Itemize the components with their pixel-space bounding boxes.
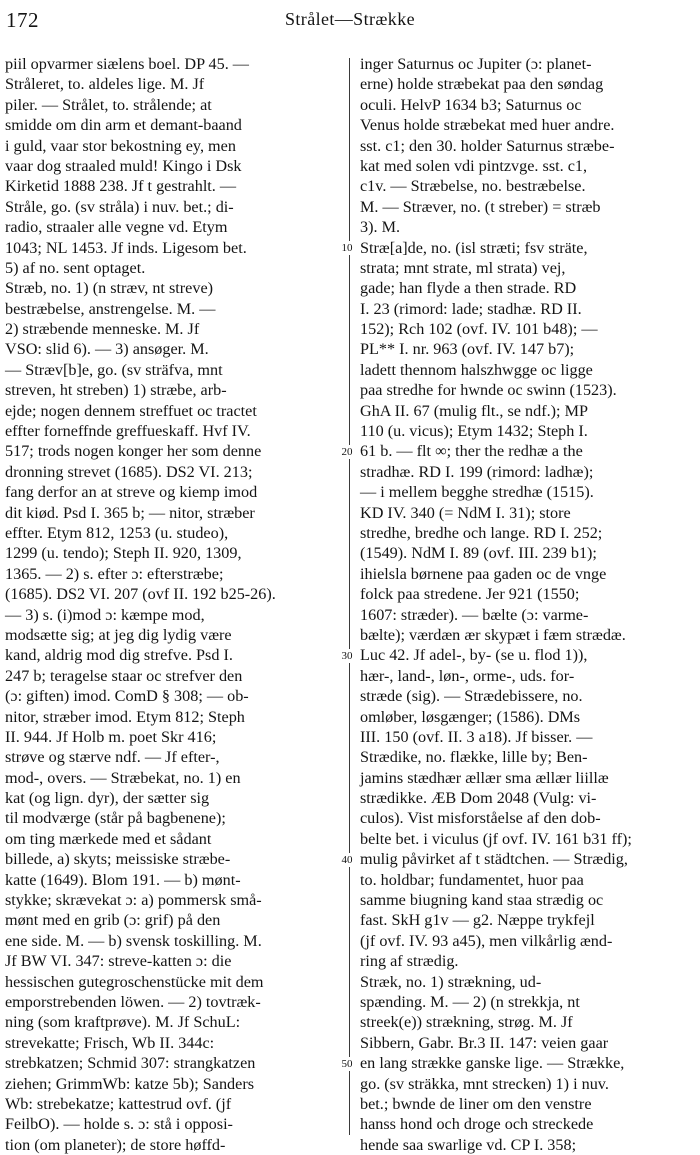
- right-column-line: erne) holde stræbekat paa den søndag: [360, 75, 604, 94]
- left-column-line: — Stræv[b]e, go. (sv sträfva, mnt: [5, 360, 223, 379]
- right-column-line: Venus holde stræbekat med huer andre.: [360, 116, 615, 135]
- left-column-line: kand, aldrig mod dig strefve. Psd I.: [5, 646, 233, 665]
- right-column-line: to. holdbar; fundamentet, huor paa: [360, 870, 584, 889]
- right-column-line: spænding. M. — 2) (n strekkja, nt: [360, 992, 580, 1011]
- right-column-line: KD IV. 340 (= NdM I. 31); store: [360, 503, 571, 522]
- left-column-line: ene side. M. — b) svensk toskilling. M.: [5, 931, 262, 950]
- left-column-line: II. 944. Jf Holb m. poet Skr 416;: [5, 727, 217, 746]
- left-column-line: effter. Etym 812, 1253 (u. studeo),: [5, 523, 229, 542]
- left-column-line: strebkatzen; Schmid 307: strangkatzen: [5, 1054, 256, 1073]
- right-column-line: Stræk, no. 1) strækning, ud-: [360, 972, 542, 991]
- left-column-line: Wb: strebekatze; kattestrud ovf. (jf: [5, 1094, 232, 1113]
- running-head: Strålet—Strække: [285, 9, 415, 29]
- right-column-line: belte bet. i viculus (jf ovf. IV. 161 b31 ff);: [360, 829, 632, 848]
- left-column-line: dronning strevet (1685). DS2 VI. 213;: [5, 462, 253, 481]
- right-column-line: strata; mnt strate, ml strata) vej,: [360, 258, 566, 277]
- right-column-line: oculi. HelvP 1634 b3; Saturnus oc: [360, 95, 582, 114]
- line-number-marker: 20: [336, 445, 358, 459]
- left-column-line: mønt med en grib (ɔ: grif) på den: [5, 911, 221, 930]
- left-column-line: billede, a) skyts; meissiske stræbe-: [5, 850, 231, 869]
- right-column-line: folck paa stredene. Jer 921 (1550;: [360, 585, 580, 604]
- left-column-line: mod-, overs. — Stræbekat, no. 1) en: [5, 768, 241, 787]
- right-column-line: 61 b. — flt ∞; ther the redhæ a the: [360, 442, 583, 461]
- right-column-line: GhA II. 67 (mulig flt., se ndf.); MP: [360, 401, 588, 420]
- left-column-line: (ɔ: giften) imod. ComD § 308; — ob-: [5, 687, 249, 706]
- line-number-marker: 30: [336, 649, 358, 663]
- right-column-line: — i mellem begghe stredhæ (1515).: [360, 483, 594, 502]
- line-number-marker: 10: [336, 241, 358, 255]
- right-column-line: 3). M.: [360, 218, 401, 237]
- left-column: [5, 54, 340, 1154]
- right-column-line: Sibbern, Gabr. Br.3 II. 147: veien gaar: [360, 1033, 609, 1052]
- right-column-line: III. 150 (ovf. II. 3 a18). Jf bisser. —: [360, 727, 593, 746]
- right-column-line: bælte); værdæn ær skypæt i fæm strædæ.: [360, 625, 626, 644]
- right-column-line: hanss hond och droge och streckede: [360, 1115, 594, 1134]
- right-column-line: c1v. — Stræbelse, no. bestræbelse.: [360, 177, 586, 196]
- left-column-line: Jf BW VI. 347: streve-katten ɔ: die: [5, 952, 232, 971]
- left-column-line: hessischen gutegroschenstücke mit dem: [5, 972, 264, 991]
- left-column-line: 2) stræbende menneske. M. Jf: [5, 320, 200, 339]
- right-column-line: jamins stædhær ællær sma ællær liillæ: [360, 768, 609, 787]
- right-column-line: (jf ovf. IV. 93 a45), men vilkårlig ænd-: [360, 931, 613, 950]
- left-column-line: 517; trods nogen konger her som denne: [5, 442, 262, 461]
- left-column-line: Stråle, go. (sv stråla) i nuv. bet.; di-: [5, 197, 234, 216]
- left-column-line: vaar dog straaled muld! Kingo i Dsk: [5, 156, 242, 175]
- right-column-line: (1549). NdM I. 89 (ovf. III. 239 b1);: [360, 544, 597, 563]
- right-column-line: 110 (u. vicus); Etym 1432; Steph I.: [360, 422, 588, 441]
- page-number: 172: [6, 8, 39, 32]
- left-column-line: 5) af no. sent optaget.: [5, 258, 146, 277]
- right-column-line: ring af strædig.: [360, 952, 459, 971]
- right-column-line: samme biugning kand staa strædig oc: [360, 891, 604, 910]
- right-column-line: hær-, land-, løn-, orme-, uds. for-: [360, 666, 575, 685]
- right-column-line: gade; han flyde a then strade. RD: [360, 279, 577, 298]
- right-column-line: kat med solen vdi pintzvge. sst. c1,: [360, 156, 588, 175]
- right-column-line: culos). Vist misforståelse af den dob-: [360, 809, 601, 828]
- left-column-line: smidde om din arm et demant-baand: [5, 116, 242, 135]
- right-column-line: fast. SkH g1v — g2. Næppe trykfejl: [360, 911, 595, 930]
- right-column-line: en lang strække ganske lige. — Strække,: [360, 1054, 625, 1073]
- left-column-line: 247 b; teragelse staar oc strefver den: [5, 666, 243, 685]
- left-column-line: ning (som kraftprøve). M. Jf SchuL:: [5, 1013, 241, 1032]
- right-column-line: PL** I. nr. 963 (ovf. IV. 147 b7);: [360, 340, 575, 359]
- left-column-line: til modværge (står på bagbenene);: [5, 809, 226, 828]
- right-column-line: paa stredhe for hwnde oc swinn (1523).: [360, 381, 617, 400]
- left-column-line: nitor, stræber imod. Etym 812; Steph: [5, 707, 245, 726]
- right-column-line: go. (sv sträkka, mnt strecken) 1) i nuv.: [360, 1074, 609, 1093]
- left-column-line: bestræbelse, anstrengelse. M. —: [5, 299, 216, 318]
- line-number-marker: 40: [336, 853, 358, 867]
- right-column-line: bet.; bwnde de liner om den venstre: [360, 1094, 592, 1113]
- right-column-line: streek(e)) strækning, strøg. M. Jf: [360, 1013, 573, 1032]
- right-column-line: 1607: stræder). — bælte (ɔ: varme-: [360, 605, 589, 624]
- left-column-line: VSO: slid 6). — 3) ansøger. M.: [5, 340, 209, 359]
- right-column-line: sst. c1; den 30. holder Saturnus stræbe-: [360, 136, 615, 155]
- left-column-line: streven, ht streben) 1) stræbe, arb-: [5, 381, 227, 400]
- right-column-line: mulig påvirket af t städtchen. — Strædig,: [360, 850, 628, 869]
- right-column-line: Strædike, no. flække, lille by; Ben-: [360, 748, 588, 767]
- right-column-line: I. 23 (rimord: lade; stadhæ. RD II.: [360, 299, 582, 318]
- right-column-line: omløber, løsgænger; (1586). DMs: [360, 707, 581, 726]
- left-column-line: fang derfor an at streve og kiemp imod: [5, 483, 258, 502]
- left-column-line: Stråleret, to. aldeles lige. M. Jf: [5, 75, 205, 94]
- left-column-line: dit kiød. Psd I. 365 b; — nitor, stræber: [5, 503, 255, 522]
- left-column-line: om ting mærkede med et sådant: [5, 829, 212, 848]
- right-column-line: M. — Stræver, no. (t streber) = stræb: [360, 197, 601, 216]
- left-column-line: — 3) s. (i)mod ɔ: kæmpe mod,: [5, 605, 205, 624]
- left-column-line: 1043; NL 1453. Jf inds. Ligesom bet.: [5, 238, 247, 257]
- left-column-line: (1685). DS2 VI. 207 (ovf II. 192 b25-26).: [5, 585, 276, 604]
- left-column-line: piler. — Strålet, to. strålende; at: [5, 95, 212, 114]
- right-column-line: stredhe, bredhe och lange. RD I. 252;: [360, 523, 603, 542]
- left-column-line: kat (og lign. dyr), der sætter sig: [5, 789, 210, 808]
- right-column-line: ladett thennom halszhwgge oc ligge: [360, 360, 593, 379]
- right-column-line: inger Saturnus oc Jupiter (ɔ: planet-: [360, 55, 592, 73]
- right-column-line: stræde (sig). — Strædebissere, no.: [360, 687, 583, 706]
- right-column: [360, 54, 698, 1154]
- left-column-line: ziehen; GrimmWb: katze 5b); Sanders: [5, 1074, 255, 1093]
- left-column-line: i guld, vaar stor bekostning ey, men: [5, 136, 236, 155]
- left-column-line: Kirketid 1888 238. Jf t gestrahlt. —: [5, 177, 237, 196]
- left-column-line: strøve og stærve ndf. — Jf efter-,: [5, 748, 220, 767]
- left-column-line: piil opvarmer siælens boel. DP 45. —: [5, 55, 249, 73]
- left-column-line: radio, straaler alle vegne vd. Etym: [5, 218, 228, 237]
- right-column-line: 152); Rch 102 (ovf. IV. 101 b48); —: [360, 320, 598, 339]
- left-column-line: Stræb, no. 1) (n stræv, nt streve): [5, 279, 214, 298]
- left-column-line: modsætte sig; at jeg dig lydig være: [5, 625, 232, 644]
- left-column-line: stykke; skrævekat ɔ: a) pommersk små-: [5, 891, 262, 910]
- line-number-marker: 50: [336, 1057, 358, 1071]
- left-column-line: katte (1649). Blom 191. — b) mønt-: [5, 870, 241, 889]
- right-column-line: hende saa swarlige vd. CP I. 358;: [360, 1135, 577, 1154]
- page-header: [0, 0, 700, 40]
- left-column-line: 1299 (u. tendo); Steph II. 920, 1309,: [5, 544, 242, 563]
- right-column-line: Luc 42. Jf adel-, by- (se u. flod 1)),: [360, 646, 588, 665]
- right-column-line: Stræ[a]de, no. (isl stræti; fsv sträte,: [360, 238, 588, 257]
- left-column-line: FeilbO). — holde s. ɔ: stå i opposi-: [5, 1115, 233, 1134]
- left-column-line: strevekatte; Frisch, Wb II. 344c:: [5, 1033, 215, 1052]
- left-column-line: ejde; nogen dennem streffuet oc tractet: [5, 401, 257, 420]
- right-column-line: stradhæ. RD I. 199 (rimord: ladhæ);: [360, 462, 594, 481]
- left-column-line: 1365. — 2) s. efter ɔ: efterstræbe;: [5, 564, 224, 583]
- left-column-line: emporstrebenden löwen. — 2) tovtræk-: [5, 992, 261, 1011]
- line-number-margin: [336, 54, 358, 1139]
- right-column-line: strædikke. ÆB Dom 2048 (Vulg: vi-: [360, 789, 597, 808]
- left-column-line: tion (om planeter); de store høffd-: [5, 1135, 226, 1154]
- right-column-line: ihielsla børnene paa gaden oc de vnge: [360, 564, 607, 583]
- left-column-line: effter forneffnde greffueskaff. Hvf IV.: [5, 422, 251, 441]
